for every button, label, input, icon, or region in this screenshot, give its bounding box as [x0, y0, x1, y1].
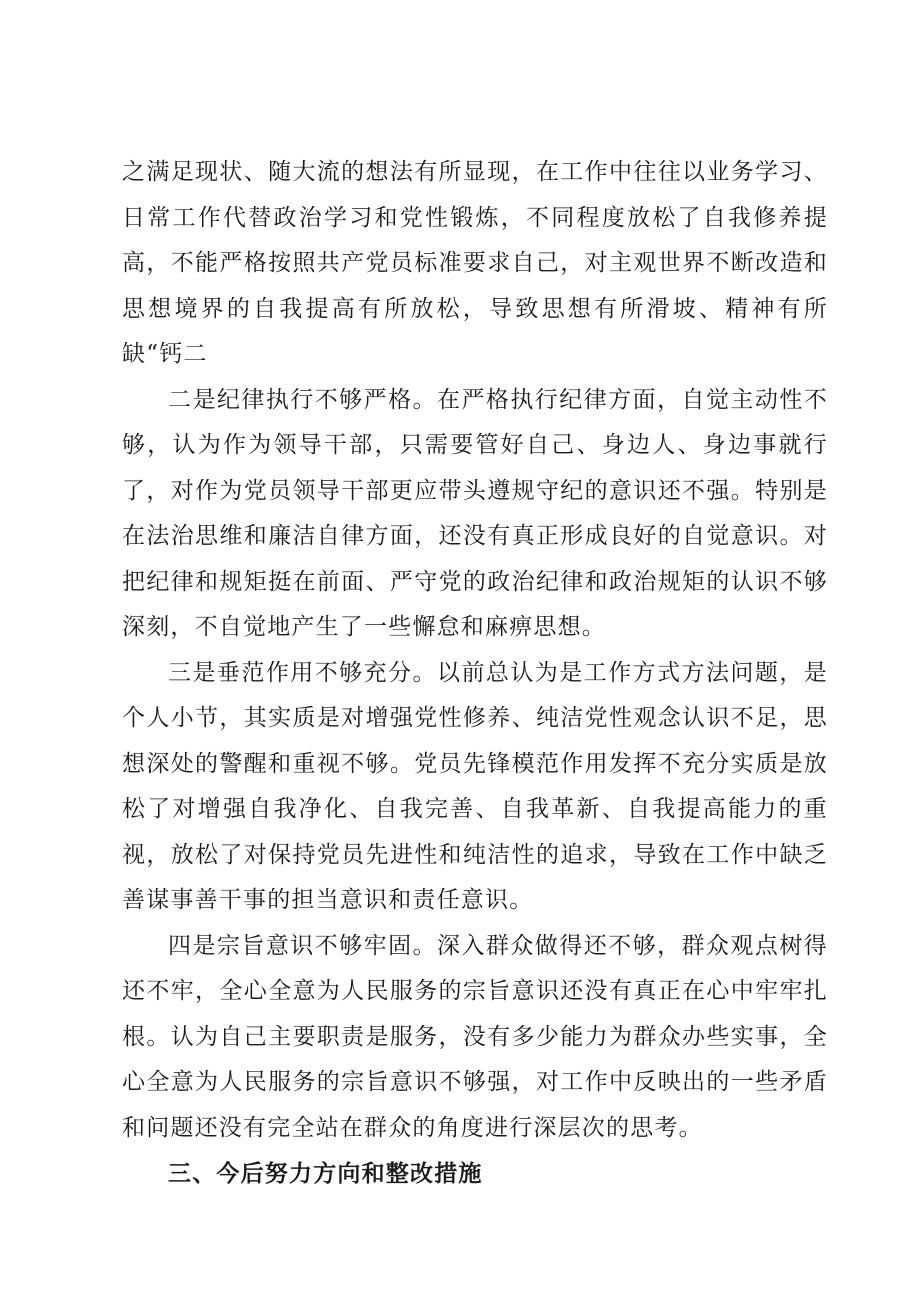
paragraph-discipline: 二是纪律执行不够严格。在严格执行纪律方面，自觉主动性不够，认为作为领导干部，只需要管好自己、身边人、身边事就行了，对作为党员领导干部更应带头遵规守纪的意识还不强。特别是在法治思维和廉洁自律方面，还没有真正形成良好的自觉意识。对把纪律和规矩挺在前面、严守党的政治纪律和政治规矩的认识不够深刻，不自觉地产生了一些懈怠和麻痹思想。	[122, 386, 828, 640]
paragraph-purpose-awareness: 四是宗旨意识不够牢固。深入群众做得还不够，群众观点树得还不牢，全心全意为人民服务的宗旨意识还没有真正在心中牢牢扎根。认为自己主要职责是服务，没有多少能力为群众办些实事，全心全意为人民服务的宗旨意识不够强，对工作中反映出的一些矛盾和问题还没有完全站在群众的角度进行深层次的思考。	[122, 932, 828, 1141]
paragraph-continuation: 之满足现状、随大流的想法有所显现，在工作中往往以业务学习、日常工作代替政治学习和党性锻炼，不同程度放松了自我修养提高，不能严格按照共产党员标准要求自己，对主观世界不断改造和思想境界的自我提高有所放松，导致思想有所滑坡、精神有所缺“钙二	[122, 159, 828, 367]
section-heading: 三、今后努力方向和整改措施	[168, 1161, 483, 1187]
document-body	[122, 150, 828, 1198]
paragraph-exemplary-role: 三是垂范作用不够充分。以前总认为是工作方式方法问题，是个人小节，其实质是对增强党性修养、纯洁党性观念认识不足，思想深处的警醒和重视不够。党员先锋模范作用发挥不充分实质是放松了对增强自我净化、自我完善、自我革新、自我提高能力的重视，放松了对保持党员先进性和纯洁性的追求，导致在工作中缺乏善谋事善干事的担当意识和责任意识。	[122, 659, 828, 913]
